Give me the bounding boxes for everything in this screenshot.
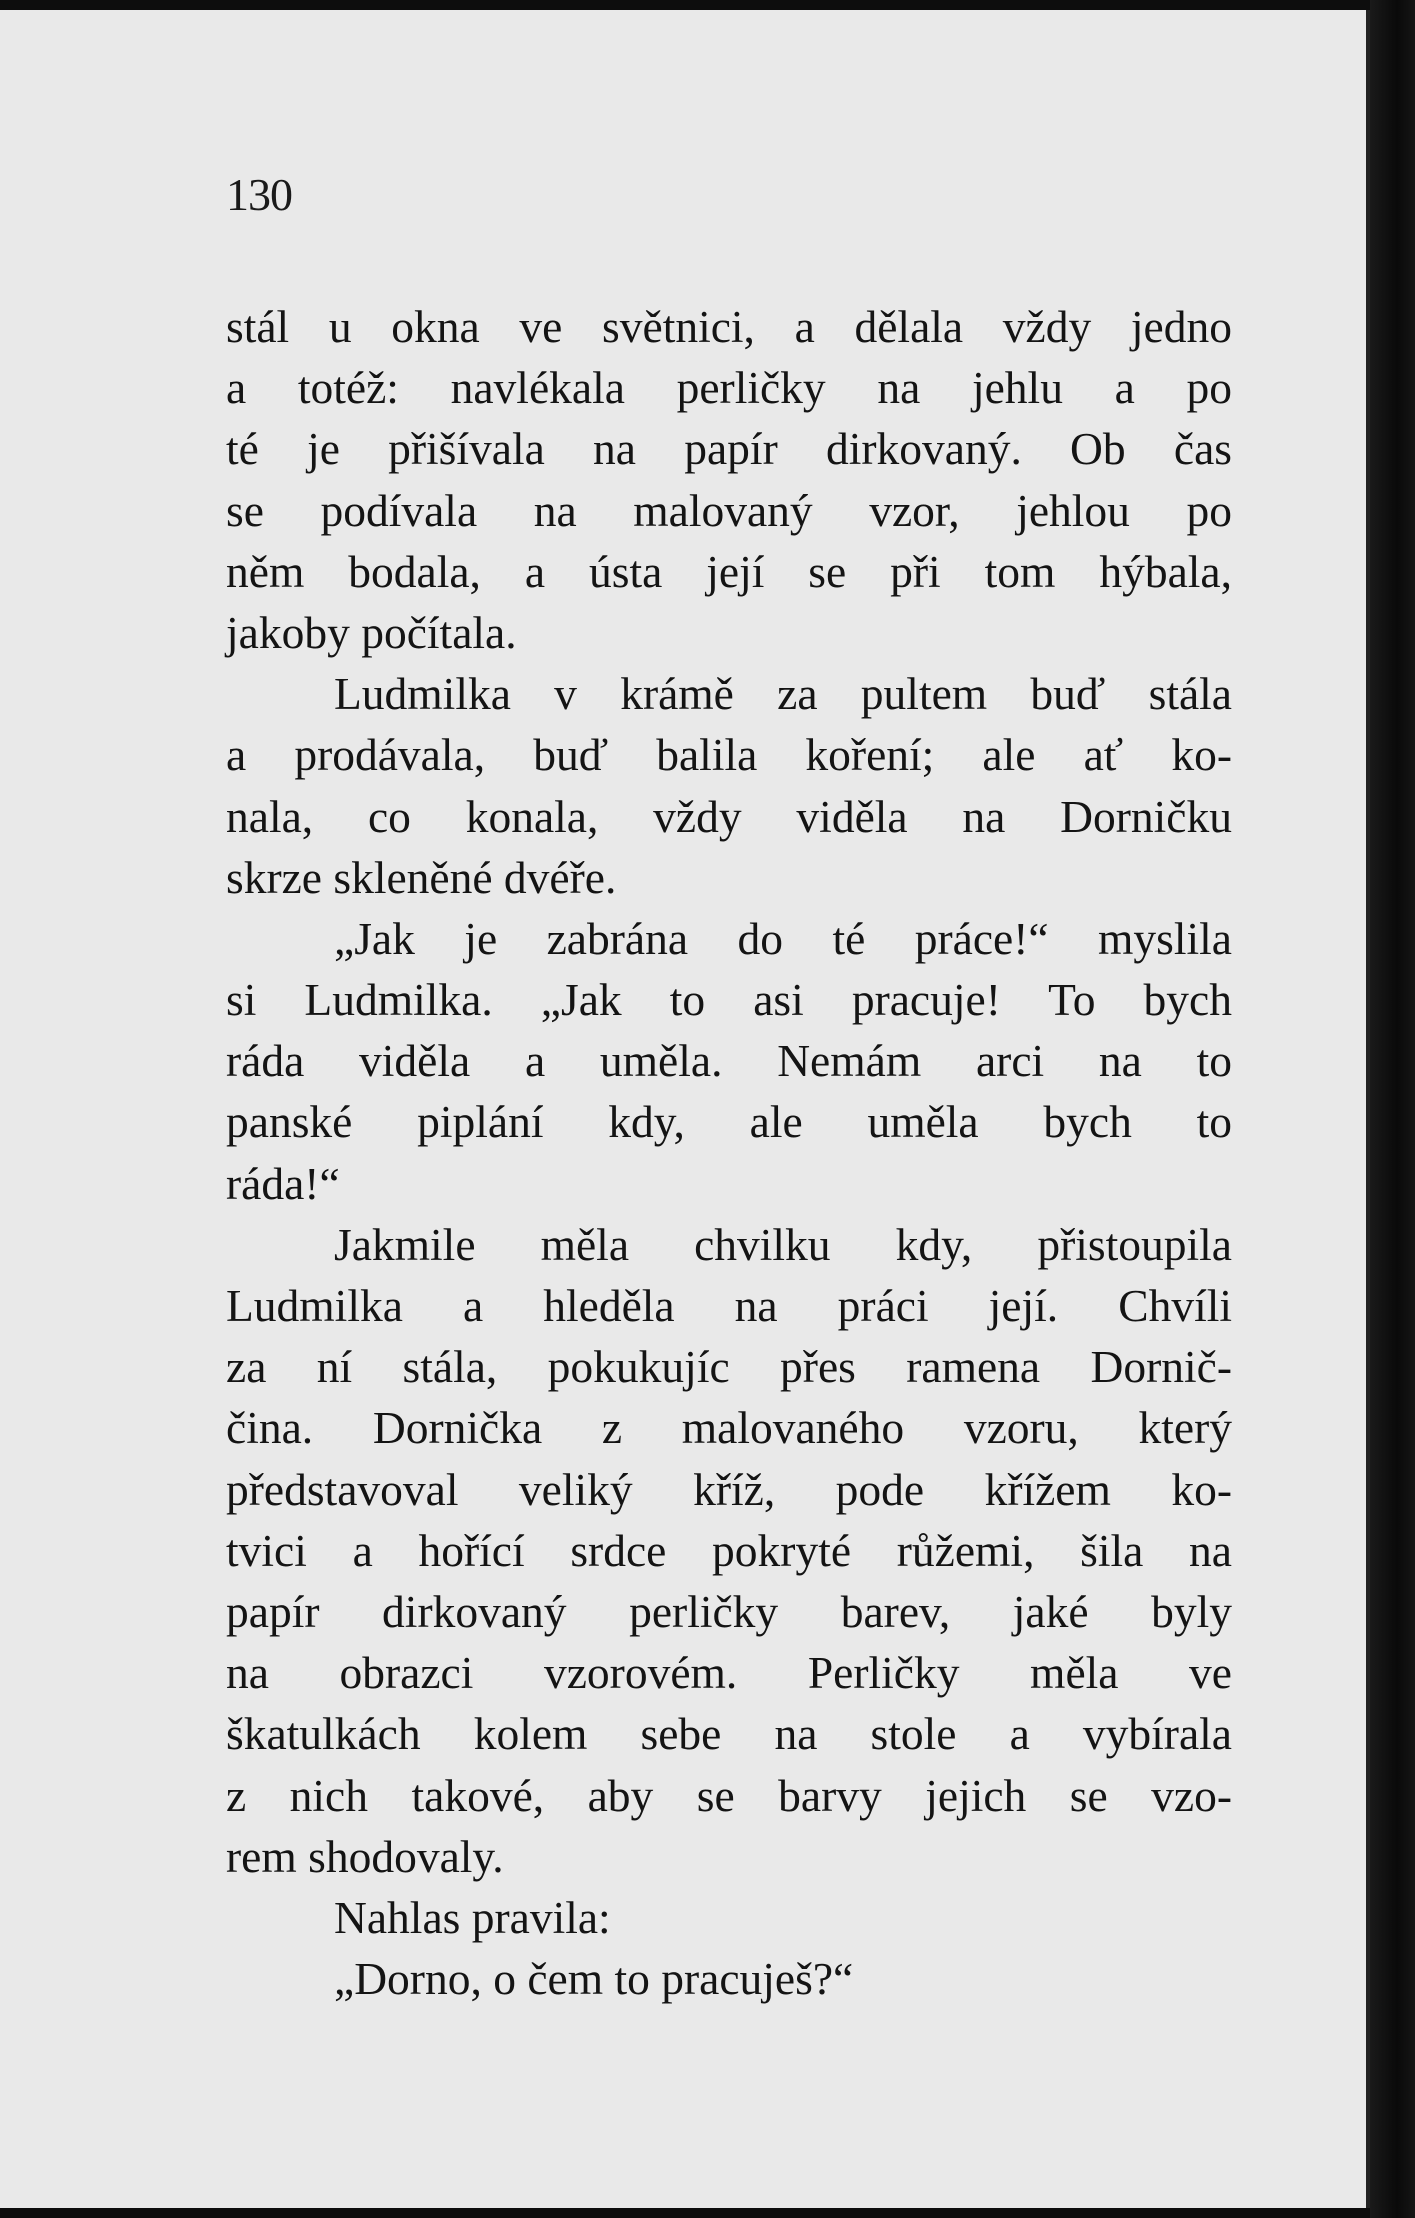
text-line: „Jak je zabrána do té práce!“ myslila <box>334 912 1232 964</box>
text-line: skrze skleněné dvéře. <box>226 851 617 903</box>
text-line: tvici a hořící srdce pokryté růžemi, šila na <box>226 1524 1232 1576</box>
book-page <box>0 10 1370 2208</box>
text-line: Jakmile měla chvilku kdy, přistoupila <box>334 1218 1232 1270</box>
page-number: 130 <box>226 169 292 220</box>
text-line: panské piplání kdy, ale uměla bych to <box>226 1096 1232 1148</box>
text-line: rem shodovaly. <box>226 1830 504 1882</box>
text-line: z nich takové, aby se barvy jejich se vzo- <box>226 1769 1232 1821</box>
text-line: té je přišívala na papír dirkovaný. Ob čas <box>226 423 1232 475</box>
text-line: Ludmilka v krámě za pultem buď stála <box>334 668 1232 720</box>
text-line: papír dirkovaný perličky barev, jaké byly <box>226 1585 1232 1637</box>
text-line: si Ludmilka. „Jak to asi pracuje! To bych <box>226 974 1232 1026</box>
text-line: za ní stála, pokukujíc přes ramena Dornič- <box>226 1341 1232 1393</box>
text-line: jakoby počítala. <box>226 606 517 658</box>
text-line: ráda viděla a uměla. Nemám arci na to <box>226 1035 1232 1087</box>
page-body-text <box>226 296 1232 2009</box>
text-line: něm bodala, a ústa její se při tom hýbala, <box>226 545 1232 597</box>
text-line: a totéž: navlékala perličky na jehlu a po <box>226 362 1232 414</box>
text-line: na obrazci vzorovém. Perličky měla ve <box>226 1647 1232 1699</box>
text-line: Ludmilka a hleděla na práci její. Chvíli <box>226 1280 1232 1331</box>
page-edge-shadow <box>1370 0 1415 2218</box>
text-line: stál u okna ve světnici, a dělala vždy jedno <box>226 301 1232 352</box>
text-line: ráda!“ <box>226 1157 340 1209</box>
text-line: se podívala na malovaný vzor, jehlou po <box>226 484 1232 536</box>
text-line: nala, co konala, vždy viděla na Dorničku <box>226 790 1232 842</box>
text-line: představoval veliký kříž, pode křížem ko- <box>226 1463 1232 1515</box>
text-line: škatulkách kolem sebe na stole a vybírala <box>226 1708 1232 1760</box>
text-line: Nahlas pravila: <box>334 1891 611 1943</box>
text-line: „Dorno, o čem to pracuješ?“ <box>334 1953 854 2005</box>
text-line: čina. Dornička z malovaného vzoru, který <box>226 1402 1232 1454</box>
text-line: a prodávala, buď balila koření; ale ať ko- <box>226 729 1232 781</box>
